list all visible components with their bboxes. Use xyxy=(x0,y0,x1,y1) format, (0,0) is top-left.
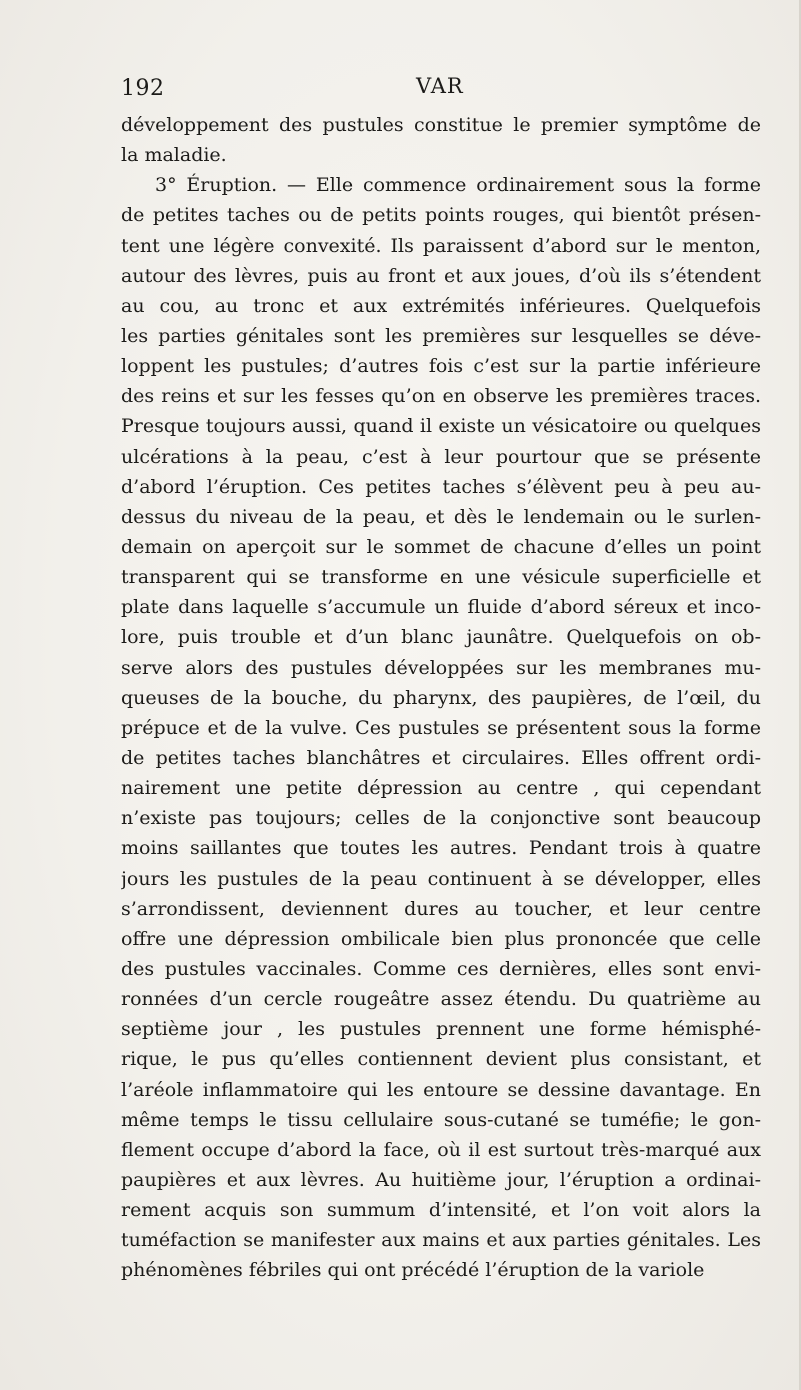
text-line: serve alors des pustules développées sur les membranes mu- xyxy=(121,656,761,679)
text-line: l’aréole inflammatoire qui les entoure se dessine davantage. En xyxy=(121,1078,761,1101)
text-line: ulcérations à la peau, c’est à leur pourtour que se présente xyxy=(121,445,761,468)
text-line: jours les pustules de la peau continuent à se développer, elles xyxy=(121,867,761,890)
text-line: tuméfaction se manifester aux mains et aux parties génitales. Les xyxy=(121,1229,761,1252)
body-text xyxy=(121,110,761,1285)
text-line: moins saillantes que toutes les autres. Pendant trois à quatre xyxy=(121,837,761,860)
text-line: prépuce et de la vulve. Ces pustules se présentent sous la forme xyxy=(121,716,761,739)
text-line: de petites taches blanchâtres et circulaires. Elles offrent ordi- xyxy=(121,746,761,769)
text-line: de petites taches ou de petits points rouges, qui bientôt présen- xyxy=(121,204,761,227)
text-line: septième jour , les pustules prennent une forme hémisphé- xyxy=(121,1018,761,1041)
text-line: queuses de la bouche, du pharynx, des paupières, de l’œil, du xyxy=(121,686,761,709)
text-line: dessus du niveau de la peau, et dès le lendemain ou le surlen- xyxy=(121,505,761,528)
text-line: rement acquis son summum d’intensité, et l’on voit alors la xyxy=(121,1199,761,1222)
text-line: nairement une petite dépression au centre , qui cependant xyxy=(121,777,761,800)
text-line: loppent les pustules; d’autres fois c’est sur la partie inférieure xyxy=(121,355,761,378)
text-line: les parties génitales sont les premières sur lesquelles se déve- xyxy=(121,324,761,347)
text-line: s’arrondissent, deviennent dures au toucher, et leur centre xyxy=(121,897,761,920)
running-title: VAR xyxy=(416,74,464,98)
text-line: des reins et sur les fesses qu’on en observe les premières traces. xyxy=(121,385,761,408)
text-line: d’abord l’éruption. Ces petites taches s’élèvent peu à peu au- xyxy=(121,475,761,498)
text-line: des pustules vaccinales. Comme ces dernières, elles sont envi- xyxy=(121,957,761,980)
text-line: 3° Éruption. — Elle commence ordinairement sous la forme xyxy=(155,174,761,197)
text-line: même temps le tissu cellulaire sous-cutané se tuméfie; le gon- xyxy=(121,1108,761,1131)
text-line: n’existe pas toujours; celles de la conjonctive sont beaucoup xyxy=(121,807,761,830)
text-line: la maladie. xyxy=(121,144,227,167)
page-number: 192 xyxy=(121,76,165,101)
text-line: flement occupe d’abord la face, où il est surtout très-marqué aux xyxy=(121,1138,761,1161)
text-line: autour des lèvres, puis au front et aux joues, d’où ils s’étendent xyxy=(121,264,761,287)
text-line: transparent qui se transforme en une vésicule superficielle et xyxy=(121,566,761,589)
text-line: phénomènes fébriles qui ont précédé l’éruption de la variole xyxy=(121,1259,705,1282)
text-line: rique, le pus qu’elles contiennent devient plus consistant, et xyxy=(121,1048,761,1071)
text-line: plate dans laquelle s’accumule un fluide d’abord séreux et inco- xyxy=(121,596,761,619)
page-edge xyxy=(789,0,801,1390)
text-line: demain on aperçoit sur le sommet de chacune d’elles un point xyxy=(121,535,761,558)
text-line: paupières et aux lèvres. Au huitième jour, l’éruption a ordinai- xyxy=(121,1168,761,1191)
text-line: offre une dépression ombilicale bien plus prononcée que celle xyxy=(121,927,761,950)
text-line: développement des pustules constitue le premier symptôme de xyxy=(121,114,761,136)
text-line: tent une légère convexité. Ils paraissent d’abord sur le menton, xyxy=(121,234,761,257)
text-line: lore, puis trouble et d’un blanc jaunâtre. Quelquefois on ob- xyxy=(121,626,761,649)
running-head xyxy=(121,70,761,100)
text-line: au cou, au tronc et aux extrémités inférieures. Quelquefois xyxy=(121,294,761,317)
text-line: ronnées d’un cercle rougeâtre assez étendu. Du quatrième au xyxy=(121,988,761,1011)
text-line: Presque toujours aussi, quand il existe un vésicatoire ou quelques xyxy=(121,415,761,438)
